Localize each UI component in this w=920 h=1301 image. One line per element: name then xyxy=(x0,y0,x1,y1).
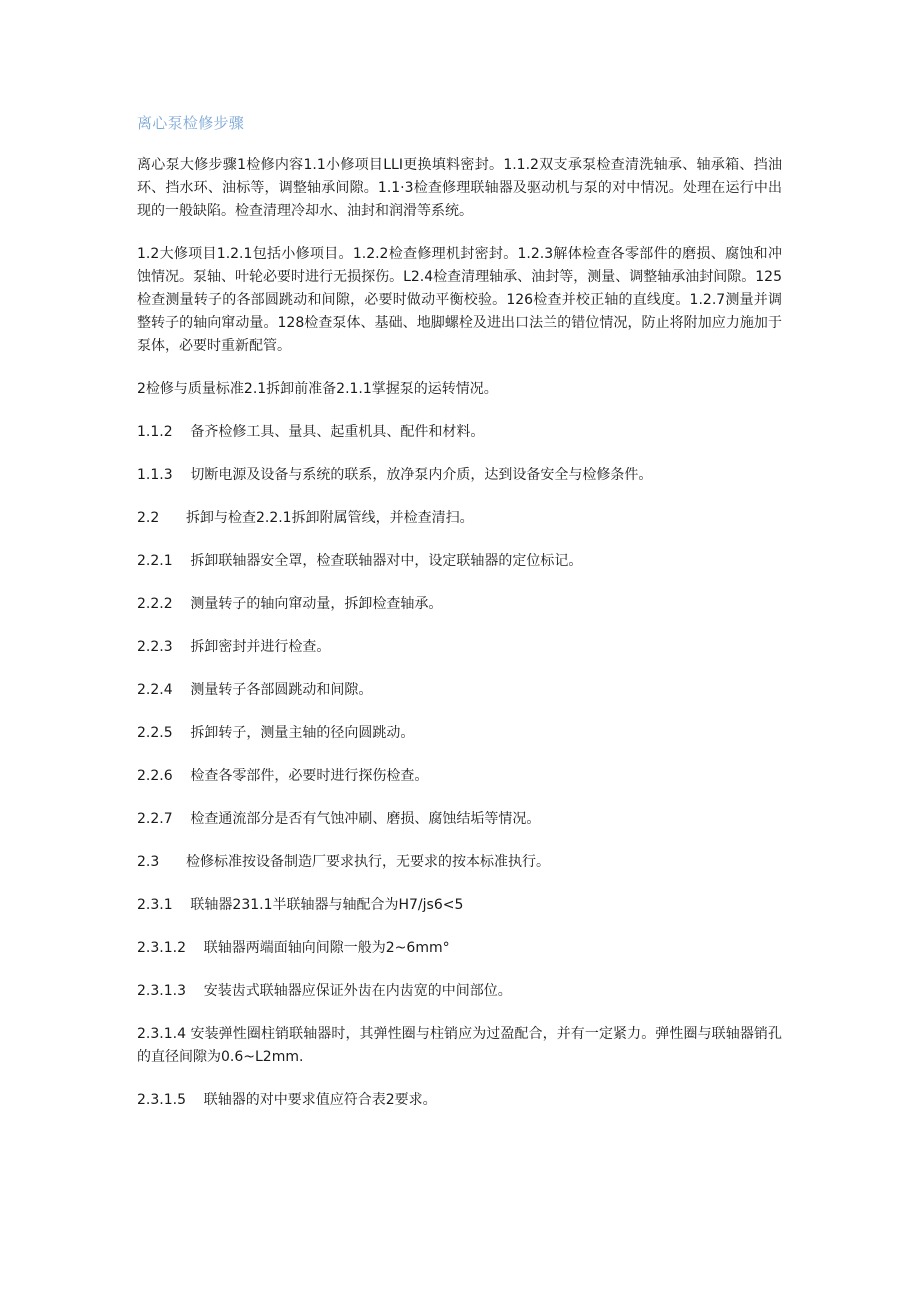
document-paragraph: 2.3.1.2 联轴器两端面轴向间隙一般为2~6mm° xyxy=(137,940,450,956)
document-paragraph: 1.1.3 切断电源及设备与系统的联系，放净泵内介质，达到设备安全与检修条件。 xyxy=(137,467,653,483)
document-paragraph: 2.3.1 联轴器231.1半联轴器与轴配合为H7/js6<5 xyxy=(137,897,464,913)
document-title: 离心泵检修步骤 xyxy=(137,114,245,132)
document-paragraph: 2.3 检修标准按设备制造厂要求执行，无要求的按本标准执行。 xyxy=(137,854,550,870)
document-paragraph: 2.2.1 拆卸联轴器安全罩，检查联轴器对中，设定联轴器的定位标记。 xyxy=(137,553,583,569)
document-paragraph: 1.2大修项目1.2.1包括小修项目。1.2.2检查修理机封密封。1.2.3解体检查各零部件的磨损、腐蚀和冲蚀情况。泵轴、叶轮必要时进行无损探伤。L2.4检查清理轴承、油封等，测量、调整轴承油封间隙。125检查测量转子的各部圆跳动和间隙，必要时做动平衡校验。126检查并校正轴的直线度。1.2.7测量并调整转子的轴向窜动量。128检查泵体、基础、地脚螺栓及进出口法兰的错位情况，防止将附加应力施加于泵体，必要时重新配管。 xyxy=(137,246,782,354)
document-paragraph: 离心泵大修步骤1检修内容1.1小修项目LLI更换填料密封。1.1.2双支承泵检查清洗轴承、轴承箱、挡油环、挡水环、油标等，调整轴承间隙。1.1·3检查修理联轴器及驱动机与泵的对中情况。处理在运行中出现的一般缺陷。检查清理冷却水、油封和润滑等系统。 xyxy=(137,157,782,219)
document-paragraph: 2.2.7 检查通流部分是否有气蚀冲刷、磨损、腐蚀结垢等情况。 xyxy=(137,811,541,827)
document-paragraph: 2.2.6 检查各零部件，必要时进行探伤检查。 xyxy=(137,768,429,784)
document-paragraph: 2检修与质量标准2.1拆卸前准备2.1.1掌握泵的运转情况。 xyxy=(137,381,498,397)
document-body xyxy=(137,154,782,1132)
document-paragraph: 2.3.1.4 安装弹性圈柱销联轴器时，其弹性圈与柱销应为过盈配合，并有一定紧力。弹性圈与联轴器销孔的直径间隙为0.6~L2mm. xyxy=(137,1026,782,1065)
document-paragraph: 1.1.2 备齐检修工具、量具、起重机具、配件和材料。 xyxy=(137,424,485,440)
document-paragraph: 2.2 拆卸与检查2.2.1拆卸附属管线，并检查清扫。 xyxy=(137,510,474,526)
document-paragraph: 2.2.4 测量转子各部圆跳动和间隙。 xyxy=(137,682,373,698)
document-paragraph: 2.2.3 拆卸密封并进行检查。 xyxy=(137,639,331,655)
document-paragraph: 2.3.1.5 联轴器的对中要求值应符合表2要求。 xyxy=(137,1092,437,1108)
document-paragraph: 2.3.1.3 安装齿式联轴器应保证外齿在内齿宽的中间部位。 xyxy=(137,983,512,999)
document-paragraph: 2.2.5 拆卸转子，测量主轴的径向圆跳动。 xyxy=(137,725,415,741)
document-paragraph: 2.2.2 测量转子的轴向窜动量，拆卸检查轴承。 xyxy=(137,596,443,612)
